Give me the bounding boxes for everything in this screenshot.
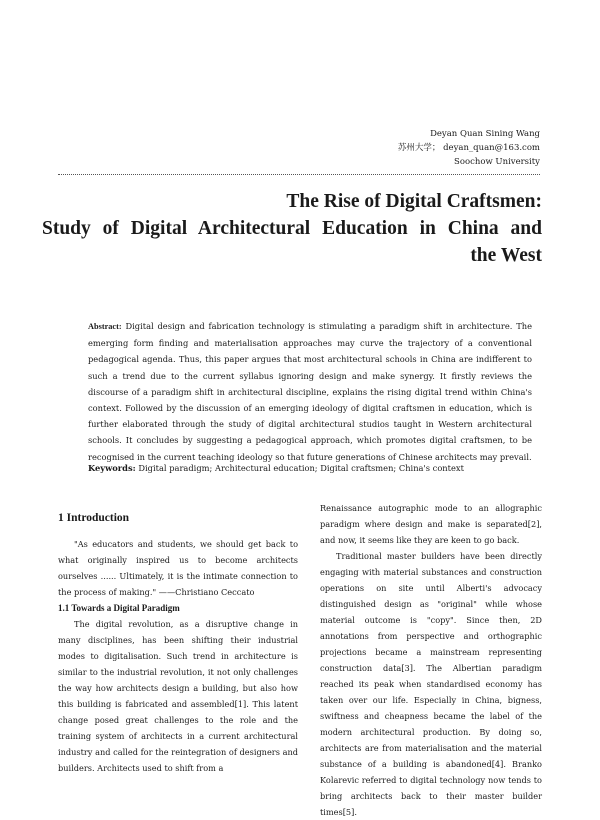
keywords-label: Keywords: (88, 463, 136, 473)
title-line-3: the West (470, 245, 542, 266)
right-column (320, 500, 542, 820)
body-paragraph: The digital revolution, as a disruptive change in many disciplines, has been shifting their industrial modes to digitalisation. Such trend in architecture is similar to the industrial revolution, it not only challenges the way how architects design a building, but also how this building is fabricated and assembled[1]. This latent change posed great challenges to the role and the training system of architects in a current architectural industry and called for the reintegration of designers and builders. Architects used to shift from a (58, 619, 298, 773)
body-paragraph: Traditional master builders have been directly engaging with material substances and construction operations on site until Alberti's advocacy distinguished design as "original" while whose material outcome is "copy". Since then, 2D annotations from perspective and orthographic projections became a mainstream representing construction data[3]. The Albertian paradigm reached its peak when standardised economy has taken over our life. Especially in China, bigness, swiftness and cheapness became the label of the modern architectural production. By doing so, architects are from materialisation and the material substance of a building is abandoned[4]. Branko Kolarevic referred to digital technology now tends to bring architects back to their master builder times[5]. (320, 551, 542, 817)
author-block (398, 127, 540, 169)
paper-title (42, 188, 542, 269)
abstract-text: Digital design and fabrication technology is stimulating a paradigm shift in architecture. The emerging form finding and materialisation approaches may curve the trajectory of a conventional pedagogical agenda. Thus, this paper argues that most architectural schools in China are indifferent to such a trend due to the current syllabus ignoring design and make synergy. It firstly reviews the discourse of a paradigm shift in architectural discipline, explains the rising digital trend within China's context. Followed by the discussion of an emerging ideology of digital craftsmen in education, which is further elaborated through the study of digital architectural studios taught in Western architectural schools. It concludes by suggesting a pedagogical approach, which promotes digital craftsmen, to be recognised in the current teaching ideology so that future generations of Chinese architects may prevail. (88, 321, 532, 462)
body-paragraph-continued: Renaissance autographic mode to an allographic paradigm where design and make is separated[2], and now, it seems like they are keen to go back. (320, 503, 542, 545)
header-divider (58, 174, 540, 175)
subsection-1-1-heading: 1.1 Towards a Digital Paradigm (58, 603, 180, 613)
epigraph-quote: "As educators and students, we should get back to what originally inspired us to become architects ourselves ...... Ultimately, it is the intimate connection to the process of making." ——Christiano Ceccato (58, 539, 298, 597)
section-1-heading: 1 Introduction (58, 512, 130, 524)
title-line-1: The Rise of Digital Craftsmen: (286, 191, 542, 212)
title-line-2: Study of Digital Architectural Education in China and (42, 218, 542, 239)
keywords-text: Digital paradigm; Architectural education; Digital craftsmen; China's context (138, 463, 464, 473)
abstract-label: Abstract: (88, 322, 122, 331)
abstract-block (88, 318, 532, 465)
left-column (58, 510, 298, 776)
author-email: 苏州大学； deyan_quan@163.com (397, 143, 540, 153)
author-names: Deyan Quan Sining Wang (430, 129, 540, 139)
author-affiliation: Soochow University (454, 157, 540, 167)
keywords-block (88, 460, 532, 476)
